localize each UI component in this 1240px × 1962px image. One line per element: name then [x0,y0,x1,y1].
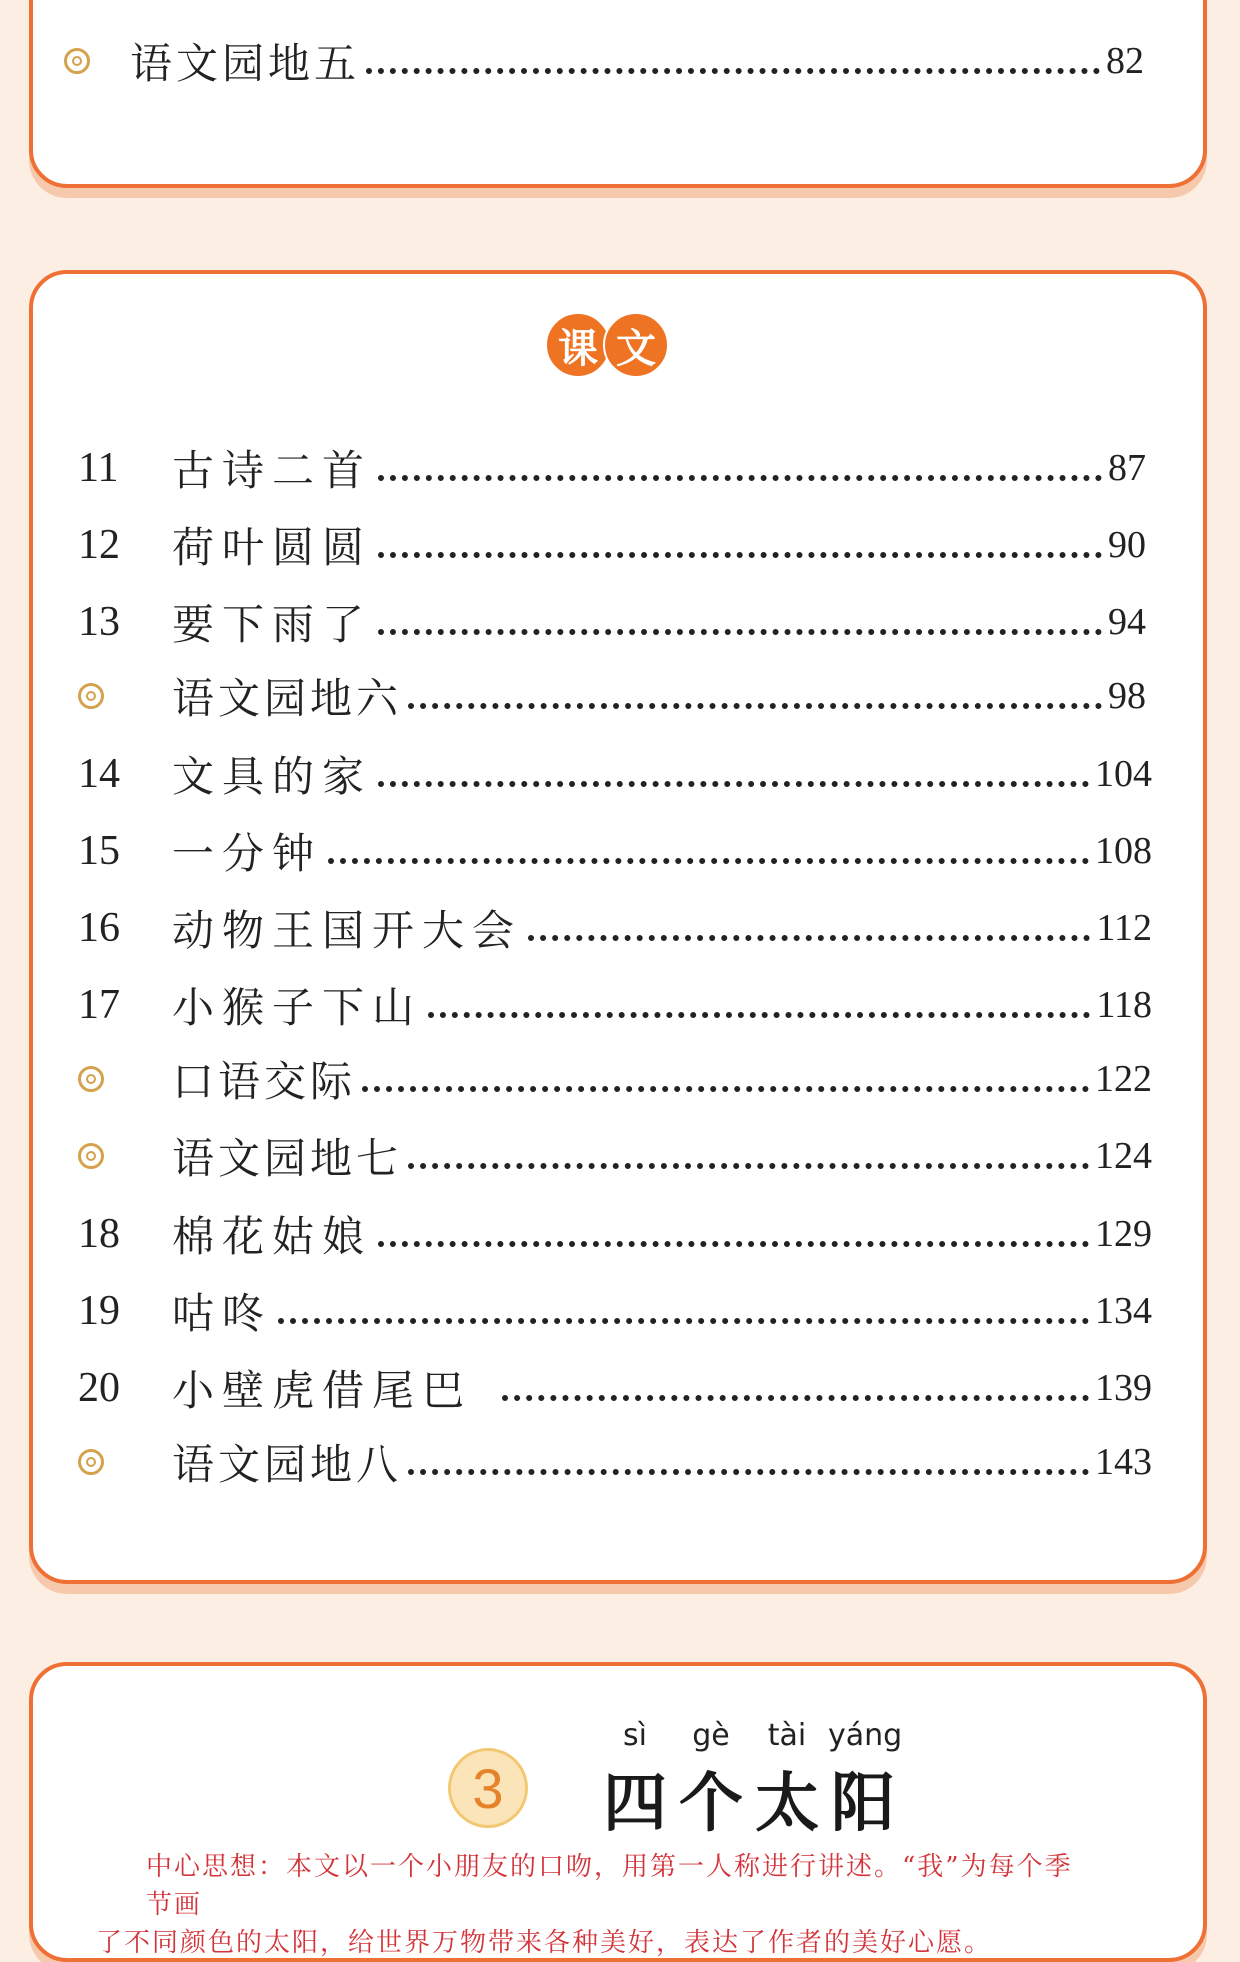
toc-entry[interactable] [78,816,1152,886]
toc-entry-title: 语文园地八 [172,1440,403,1489]
dot-leader [278,1318,1089,1324]
dot-leader [408,703,1102,709]
dot-leader [378,1241,1089,1247]
toc-entry[interactable] [78,970,1152,1040]
dot-leader [502,1395,1089,1401]
lesson-title-char: 太 [755,1766,819,1841]
double-circle-icon [78,1143,104,1169]
toc-entry-title: 语文园地六 [172,674,403,723]
toc-entry-title: 口语交际 [172,1057,357,1106]
dot-leader [428,1012,1090,1018]
dot-leader [378,629,1102,635]
toc-entry[interactable] [78,1353,1152,1423]
toc-entry-yuwen-yuandi-5[interactable] [64,26,1144,96]
toc-entry-title: 棉花姑娘 [172,1212,373,1261]
badge-char: 文 [603,312,669,378]
toc-entry[interactable] [78,1121,1152,1191]
dot-leader [366,68,1100,74]
toc-entry-page: 94 [1108,601,1146,643]
toc-entry[interactable] [78,1427,1152,1497]
toc-entry-page: 90 [1108,524,1146,566]
toc-entry-title: 一分钟 [172,829,323,878]
badge-char: 课 [545,312,611,378]
toc-entry[interactable] [78,433,1146,503]
toc-entry-title: 古诗二首 [172,446,373,495]
toc-entry-title: 动物王国开大会 [172,906,523,955]
toc-entry[interactable] [78,661,1146,731]
lesson-title-char: 阳 [831,1766,895,1841]
toc-entry-title: 语文园地五 [130,39,361,88]
toc-entry-number: 15 [78,828,120,874]
toc-entry-page: 129 [1095,1213,1152,1255]
toc-entry[interactable] [78,510,1146,580]
toc-entry-page: 82 [1106,40,1144,82]
toc-entry[interactable] [78,739,1152,809]
toc-entry[interactable] [78,1276,1152,1346]
lesson-title [600,1752,904,1844]
toc-entry[interactable] [78,1199,1152,1269]
toc-entry-page: 98 [1108,675,1146,717]
lesson-title-char: 四 [603,1766,667,1841]
toc-entry-number: 17 [78,982,120,1028]
dot-leader [378,552,1102,558]
toc-entry-page: 139 [1095,1367,1152,1409]
toc-entry-title: 小猴子下山 [172,983,423,1032]
toc-entry-page: 122 [1095,1058,1152,1100]
dot-leader [378,781,1089,787]
lesson-number-badge: 3 [448,1748,528,1828]
toc-entry-page: 108 [1095,830,1152,872]
toc-entry-page: 104 [1095,753,1152,795]
dot-leader [528,935,1090,941]
toc-entry-title: 要下雨了 [172,600,373,649]
toc-entry-page: 124 [1095,1135,1152,1177]
toc-entry-title: 荷叶圆圆 [172,523,373,572]
toc-entry-title: 文具的家 [172,752,373,801]
dot-leader [408,1163,1089,1169]
dot-leader [408,1469,1089,1475]
toc-entry-number: 18 [78,1211,120,1257]
lesson-theme-line: 了不同颜色的太阳，给世界万物带来各种美好，表达了作者的美好心愿。 [96,1928,993,1958]
toc-entry-title: 咕咚 [172,1289,273,1338]
pinyin-syllable: tài [767,1718,807,1753]
toc-entry[interactable] [78,587,1146,657]
dot-leader [378,475,1102,481]
toc-entry-number: 13 [78,599,120,645]
toc-entry-number: 19 [78,1288,120,1334]
toc-entry-number: 12 [78,522,120,568]
toc-entry-number: 11 [78,445,119,491]
lesson-theme-line: 中心思想：本文以一个小朋友的口吻，用第一人称进行讲述。“我”为每个季节画 [146,1852,1073,1920]
double-circle-icon [78,683,104,709]
pinyin-syllable: gè [692,1718,730,1753]
lesson-title-char: 个 [679,1766,743,1841]
dot-leader [362,1086,1089,1092]
toc-entry-page: 112 [1096,907,1152,949]
toc-entry-page: 143 [1095,1441,1152,1483]
dot-leader [328,858,1089,864]
toc-entry[interactable] [78,893,1152,963]
toc-entry-page: 87 [1108,447,1146,489]
toc-entry-page: 118 [1096,984,1152,1026]
toc-entry-number: 14 [78,751,120,797]
toc-entry-title: 小壁虎借尾巴 [172,1366,473,1415]
toc-entry-number: 20 [78,1365,120,1411]
pinyin-syllable: yáng [828,1718,903,1753]
toc-entry[interactable] [78,1044,1152,1114]
double-circle-icon [64,48,90,74]
toc-entry-page: 134 [1095,1290,1152,1332]
double-circle-icon [78,1066,104,1092]
lesson-theme [96,1848,1096,1962]
toc-entry-number: 16 [78,905,120,951]
toc-entry-title: 语文园地七 [172,1134,403,1183]
pinyin-syllable: sì [623,1718,647,1753]
double-circle-icon [78,1449,104,1475]
lesson-pinyin [600,1718,904,1753]
section-badge [545,312,661,378]
